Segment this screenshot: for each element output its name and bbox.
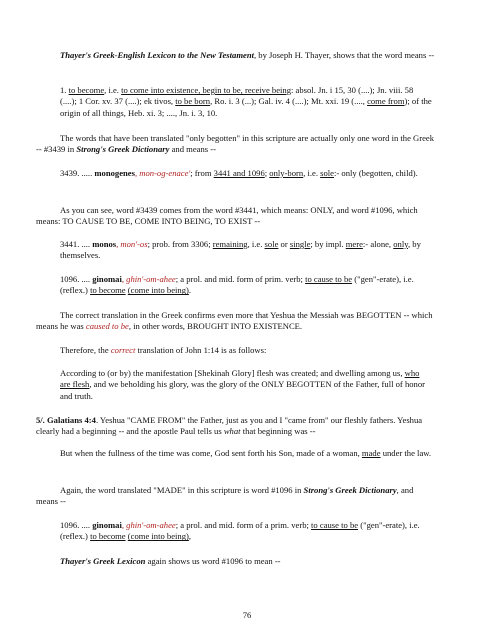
text: :- alone, [362,239,394,249]
pronunciation: , ghin'-om-ahee [121,274,176,284]
paragraph-correct-translation [36,310,436,333]
scripture-reference: Galatians 4:4 [47,415,96,425]
text: ; [264,168,270,178]
text: : absol. Jn. i 15, 30 (....); Jn. viii. 58 (....); 1 Cor. xv. 37 (....); ek tivos, [60,85,414,107]
text: ); of the origin of all things, Heb. xi. 3; ...., Jn. i. 3, 10. [60,96,432,118]
underlined-text: sole [264,239,279,249]
text: ; a prol. and mid. form of prim. verb; [175,274,306,284]
underlined-text: to cause to be [305,274,353,284]
quote-john-1-14 [60,368,432,402]
text: , i.e. [303,168,321,178]
underlined-text: come from [367,96,405,107]
emphasis-text: caused to be [85,321,129,332]
underlined-text: remaining [212,239,248,249]
text: The words that have been translated "only begotten" in this scripture are actually only one word in the Greek -- #3439 in [36,133,435,155]
text: 3441. .... [60,239,93,249]
pronunciation: , mon-og-enace' [134,168,191,178]
underlined-text: sole [320,168,334,178]
quote-strongs-1096-again [60,520,432,543]
text: The correct translation in the Greek confirms even more that Yeshua the Messiah was BEGOTTEN -- which means he was [36,310,433,332]
text: , Ro. i. 3 (...); Gal. iv. 4 (....); Mt. xxi. 19 (...., [210,96,368,107]
text: Again, the word translated "MADE" in this scripture is word #1096 in [60,485,304,495]
paragraph-made [36,485,436,508]
book-title: Strong's Greek Dictionary [303,485,397,495]
text: , and we beholding his glory, was the glory of the ONLY BEGOTTEN of the Father, full of honor and truth. [60,379,425,401]
underlined-text: to become [68,85,105,95]
text: :- only (begotten, child). [334,168,418,178]
greek-word: monogenes [94,168,135,178]
book-title: Thayer's Greek-English Lexicon to the New Testament [60,50,254,60]
item-number: 5/. [36,415,45,425]
pronunciation: , mon'-os [116,239,148,249]
quote-strongs-3439 [60,168,432,179]
text: As you can see, word #3439 comes from the word #3441, which means: ONLY, and word #1096, which means: TO CAUSE TO BE, COME INTO BEING, TO EXIST -- [36,205,418,227]
text: 1. [60,85,69,95]
text: . [188,285,192,296]
page-number: 76 [242,610,252,620]
greek-word: ginomai [92,274,122,284]
text: that beginning was -- [240,426,316,437]
quote-strongs-1096 [60,274,432,297]
text: But when the fullness of the time was come, God sent forth his Son, made of a woman, [60,448,362,458]
book-title: Thayer's Greek Lexicon [60,556,146,566]
underlined-text: (come into being) [127,531,189,542]
text: translation of John 1:14 is as follows: [135,345,267,355]
underlined-text: to come into existence, begin to be, receive being [121,85,292,95]
quote-thayer-definition [60,85,432,119]
text: ; by impl. [310,239,346,249]
underlined-text: mere [345,239,363,249]
underlined-text: single [289,239,311,249]
underlined-text: to become [90,285,126,296]
paragraph-therefore [36,345,436,356]
emphasis-text: what [223,426,241,437]
text: again shows us word #1096 to mean -- [145,556,281,566]
paragraph-galatians [36,415,436,438]
underlined-text: only-born [269,168,304,178]
text: 3439. ..... [60,168,95,178]
paragraph-word-origins [36,205,436,228]
quote-strongs-3441 [60,239,432,262]
text: and means -- [169,144,216,155]
text: , by Joseph H. Thayer, shows that the word means -- [254,50,435,60]
underlined-text: 3441 and 1096 [213,168,265,178]
paragraph-only-begotten [36,133,436,156]
underlined-text: (come into being) [127,285,189,296]
text: or [278,239,290,249]
book-title: Strong's Greek Dictionary [76,144,170,155]
paragraph-thayer-again [60,556,432,567]
text: , i.e. [104,85,122,95]
pronunciation: , ghin'-om-ahee [121,520,176,530]
text: 1096. .... [60,520,93,530]
text: , and means -- [36,485,414,507]
greek-word: monos [92,239,117,249]
underlined-text: made [361,448,381,458]
text: ("gen"-erate), i.e. (reflex.) [60,520,420,542]
text: ("gen"-erate), i.e. (reflex.) [60,274,414,296]
underlined-text: only [393,239,408,249]
emphasis-text: correct [110,345,136,355]
text: Therefore, the [60,345,111,355]
quote-galatians-4-4 [60,448,432,459]
text: ; from [190,168,214,178]
text: , by themselves. [60,239,421,261]
text: , i.e. [247,239,265,249]
underlined-text: to be born [175,96,211,107]
greek-word: ginomai [92,520,122,530]
underlined-text: to cause to be [311,520,359,530]
underlined-text: to become [90,531,126,542]
text: ; a prol. and mid. form of a prim. verb; [175,520,312,530]
paragraph-thayer-intro [36,50,436,61]
text: According to (or by) the manifestation [Shekinah Glory] flesh was created; and dwelling among us, [60,368,405,378]
text: ; prob. from 3306; [147,239,213,249]
text: under the law. [380,448,432,458]
text: , [188,531,192,542]
underlined-text: who are flesh [60,368,420,390]
text: . Yeshua "CAME FROM" the Father, just as you and I "came from" our fleshly fathers. Yeshua clearly had a beginning -- and the apostle Paul tells us [36,415,423,437]
text: 1096. .... [60,274,93,284]
text: , in other words, BROUGHT INTO EXISTENCE. [128,321,303,332]
